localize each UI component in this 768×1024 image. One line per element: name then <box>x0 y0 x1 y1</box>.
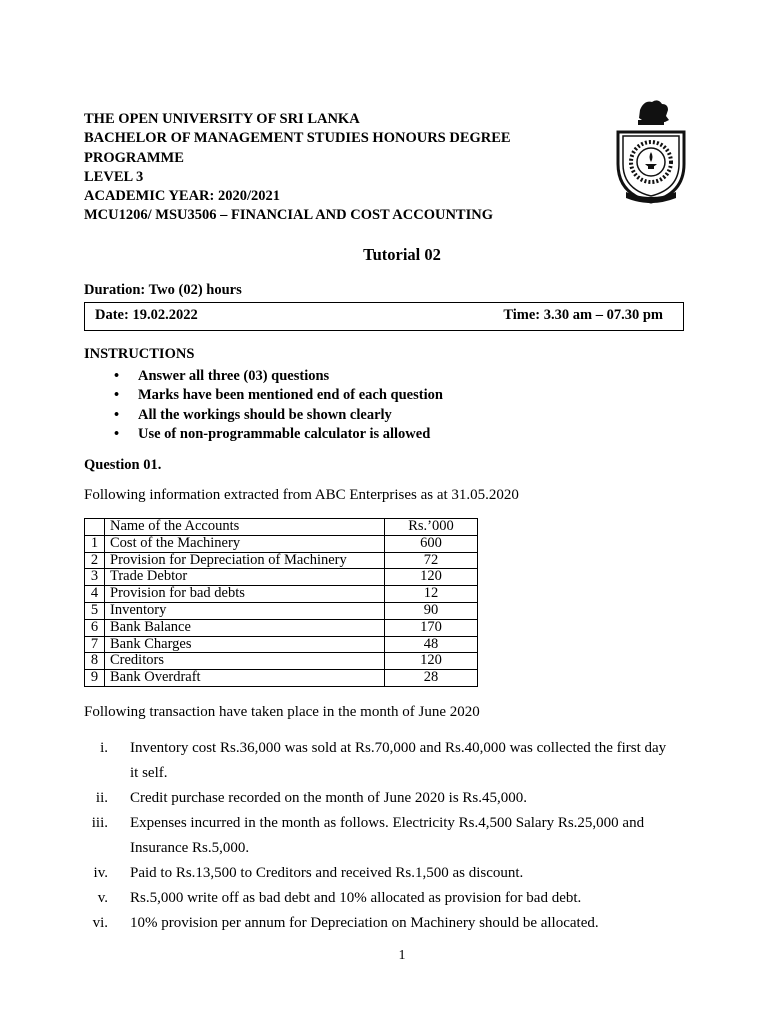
instruction-item: • Answer all three (03) questions <box>114 367 443 386</box>
table-row: 7 Bank Charges 48 <box>85 636 478 653</box>
header-line: THE OPEN UNIVERSITY OF SRI LANKA <box>84 111 360 127</box>
item-number: vi. <box>92 915 108 931</box>
list-item: iii. Expenses incurred in the month as follows. Electricity Rs.4,500 Salary Rs.25,000 and Insurance Rs.5,000. <box>84 811 684 861</box>
table-header-row <box>85 519 478 536</box>
list-item: ii. Credit purchase recorded on the month of June 2020 is Rs.45,000. <box>84 786 684 811</box>
duration-text: Duration: Two (02) hours <box>84 282 242 298</box>
bullet-icon: • <box>114 387 120 404</box>
header-line: PROGRAMME <box>84 149 184 166</box>
item-number: iii. <box>91 815 108 831</box>
table-row: 8 Creditors 120 <box>85 653 478 670</box>
list-item: vi. 10% provision per annum for Depreciation on Machinery should be allocated. <box>84 911 684 936</box>
time-text: Time: 3.30 am – 07.30 pm <box>503 307 663 323</box>
instruction-item: • Marks have been mentioned end of each question <box>114 386 443 405</box>
table-row: 9 Bank Overdraft 28 <box>85 670 478 687</box>
bullet-icon: • <box>114 406 120 423</box>
instructions-list <box>114 367 443 444</box>
table-row: 6 Bank Balance 170 <box>85 619 478 636</box>
header-line: BACHELOR OF MANAGEMENT STUDIES HONOURS DEGREE <box>84 130 511 147</box>
table-header-cell: Rs.’000 <box>385 519 478 536</box>
bullet-icon: • <box>114 368 120 384</box>
item-number: i. <box>100 740 108 756</box>
list-item: i. Inventory cost Rs.36,000 was sold at Rs.70,000 and Rs.40,000 was collected the first day it self. <box>84 736 684 786</box>
question-intro: Following information extracted from ABC Enterprises as at 31.05.2020 <box>84 487 519 503</box>
table-cell <box>85 519 105 536</box>
table-row: 2 Provision for Depreciation of Machinery 72 <box>85 552 478 569</box>
table-row: 5 Inventory 90 <box>85 602 478 619</box>
table-row: 4 Provision for bad debts 12 <box>85 586 478 603</box>
header-line: ACADEMIC YEAR: 2020/2021 <box>84 188 281 205</box>
instructions-heading: INSTRUCTIONS <box>84 346 195 362</box>
table-row: 3 Trade Debtor 120 <box>85 569 478 586</box>
transactions-intro: Following transaction have taken place in the month of June 2020 <box>84 704 480 720</box>
question-heading: Question 01. <box>84 457 162 473</box>
item-number: iv. <box>93 865 108 881</box>
university-header <box>84 110 511 226</box>
date-time-box <box>84 302 684 331</box>
page-number: 1 <box>398 948 406 963</box>
item-number: v. <box>97 890 108 906</box>
table-header-cell: Name of the Accounts <box>105 519 385 536</box>
transactions-list <box>84 736 684 936</box>
tutorial-title: Tutorial 02 <box>363 245 441 264</box>
bullet-icon: • <box>114 425 120 442</box>
date-text: Date: 19.02.2022 <box>95 307 198 323</box>
item-number: ii. <box>95 790 108 806</box>
instruction-item: • Use of non-programmable calculator is allowed <box>114 425 443 444</box>
accounts-table <box>84 518 478 687</box>
list-item: iv. Paid to Rs.13,500 to Creditors and received Rs.1,500 as discount. <box>84 861 684 886</box>
list-item: v. Rs.5,000 write off as bad debt and 10% allocated as provision for bad debt. <box>84 886 684 911</box>
instruction-item: • All the workings should be shown clearly <box>114 406 443 425</box>
header-line: MCU1206/ MSU3506 – FINANCIAL AND COST ACCOUNTING <box>84 207 493 224</box>
university-crest-icon <box>612 96 690 206</box>
header-line: LEVEL 3 <box>84 168 144 185</box>
table-row: 1 Cost of the Machinery 600 <box>85 535 478 552</box>
